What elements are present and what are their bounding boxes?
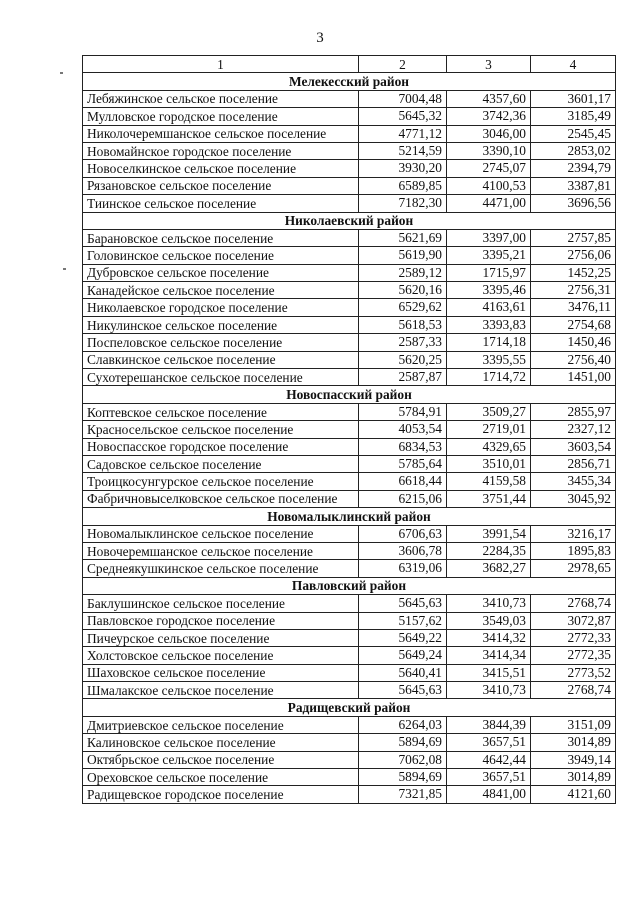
value-col-4-cell: 3696,56: [531, 195, 616, 212]
value-col-2-cell: 5157,62: [359, 612, 447, 629]
value-col-2-cell: 5620,25: [359, 351, 447, 368]
value-col-2-cell: 4771,12: [359, 125, 447, 142]
table-row: [83, 351, 616, 368]
value-col-2-cell: 6834,53: [359, 438, 447, 455]
value-col-2-cell: 7004,48: [359, 90, 447, 107]
table-row: [83, 160, 616, 177]
table-row: [83, 229, 616, 246]
value-col-4-cell: 3476,11: [531, 299, 616, 316]
settlement-name-cell: Шмалакское сельское поселение: [83, 682, 359, 699]
table-row: [83, 195, 616, 212]
value-col-3-cell: 2745,07: [447, 160, 531, 177]
value-col-4-cell: 3185,49: [531, 108, 616, 125]
settlement-name-cell: Николаевское городское поселение: [83, 299, 359, 316]
table-row: [83, 664, 616, 681]
settlement-name-cell: Холстовское сельское поселение: [83, 647, 359, 664]
value-col-4-cell: 2855,97: [531, 403, 616, 420]
column-header-3: 3: [447, 56, 531, 73]
header-row: [83, 56, 616, 73]
table-row: [83, 403, 616, 420]
settlement-name-cell: Новоспасское городское поселение: [83, 438, 359, 455]
value-col-3-cell: 1714,72: [447, 369, 531, 386]
table-row: [83, 264, 616, 281]
value-col-4-cell: 3014,89: [531, 734, 616, 751]
value-col-3-cell: 3844,39: [447, 716, 531, 733]
settlement-name-cell: Рязановское сельское поселение: [83, 177, 359, 194]
table-row: [83, 629, 616, 646]
settlement-name-cell: Ореховское сельское поселение: [83, 769, 359, 786]
value-col-4-cell: 2545,45: [531, 125, 616, 142]
value-col-2-cell: 5784,91: [359, 403, 447, 420]
value-col-4-cell: 3151,09: [531, 716, 616, 733]
value-col-2-cell: 7182,30: [359, 195, 447, 212]
table-row: [83, 542, 616, 559]
settlement-name-cell: Пичеурское сельское поселение: [83, 629, 359, 646]
value-col-4-cell: 3455,34: [531, 473, 616, 490]
value-col-2-cell: 5894,69: [359, 769, 447, 786]
value-col-3-cell: 1715,97: [447, 264, 531, 281]
value-col-3-cell: 4329,65: [447, 438, 531, 455]
value-col-4-cell: 2756,40: [531, 351, 616, 368]
value-col-4-cell: 2768,74: [531, 595, 616, 612]
value-col-3-cell: 4642,44: [447, 751, 531, 768]
settlement-name-cell: Баклушинское сельское поселение: [83, 595, 359, 612]
settlement-name-cell: Лебяжинское сельское поселение: [83, 90, 359, 107]
table-row: [83, 525, 616, 542]
district-title: Павловский район: [83, 577, 616, 594]
table-header: [83, 56, 616, 73]
value-col-3-cell: 3415,51: [447, 664, 531, 681]
value-col-3-cell: 4163,61: [447, 299, 531, 316]
district-header-row: [83, 386, 616, 403]
column-header-4: 4: [531, 56, 616, 73]
table-row: [83, 299, 616, 316]
allocation-table: [82, 55, 616, 804]
settlement-name-cell: Коптевское сельское поселение: [83, 403, 359, 420]
settlement-name-cell: Троицкосунгурское сельское поселение: [83, 473, 359, 490]
table-row: [83, 455, 616, 472]
value-col-3-cell: 3410,73: [447, 682, 531, 699]
settlement-name-cell: Новомайнское городское поселение: [83, 142, 359, 159]
value-col-3-cell: 3657,51: [447, 769, 531, 786]
value-col-2-cell: 2589,12: [359, 264, 447, 281]
table-row: [83, 595, 616, 612]
value-col-4-cell: 2327,12: [531, 421, 616, 438]
value-col-2-cell: 6215,06: [359, 490, 447, 507]
value-col-4-cell: 2768,74: [531, 682, 616, 699]
table-body: [83, 73, 616, 803]
table-row: [83, 247, 616, 264]
value-col-2-cell: 5620,16: [359, 282, 447, 299]
table-row: [83, 125, 616, 142]
value-col-3-cell: 3046,00: [447, 125, 531, 142]
table-row: [83, 682, 616, 699]
column-header-2: 2: [359, 56, 447, 73]
settlement-name-cell: Тиинское сельское поселение: [83, 195, 359, 212]
table-row: [83, 334, 616, 351]
value-col-2-cell: 6589,85: [359, 177, 447, 194]
value-col-4-cell: 2756,31: [531, 282, 616, 299]
settlement-name-cell: Николочеремшанское сельское поселение: [83, 125, 359, 142]
value-col-4-cell: 1451,00: [531, 369, 616, 386]
value-col-3-cell: 3397,00: [447, 229, 531, 246]
settlement-name-cell: Садовское сельское поселение: [83, 455, 359, 472]
settlement-name-cell: Дмитриевское сельское поселение: [83, 716, 359, 733]
value-col-4-cell: 2773,52: [531, 664, 616, 681]
value-col-3-cell: 3395,55: [447, 351, 531, 368]
value-col-2-cell: 6529,62: [359, 299, 447, 316]
page-number: 3: [316, 30, 324, 46]
scan-mark-left-mid: [63, 268, 66, 270]
table-row: [83, 108, 616, 125]
value-col-2-cell: 5785,64: [359, 455, 447, 472]
district-header-row: [83, 577, 616, 594]
value-col-4-cell: 2754,68: [531, 316, 616, 333]
value-col-3-cell: 3991,54: [447, 525, 531, 542]
table-row: [83, 369, 616, 386]
value-col-4-cell: 3216,17: [531, 525, 616, 542]
value-col-2-cell: 3606,78: [359, 542, 447, 559]
table-row: [83, 142, 616, 159]
value-col-3-cell: 4357,60: [447, 90, 531, 107]
value-col-2-cell: 5645,63: [359, 682, 447, 699]
value-col-2-cell: 6706,63: [359, 525, 447, 542]
district-title: Новоспасский район: [83, 386, 616, 403]
value-col-2-cell: 6319,06: [359, 560, 447, 577]
value-col-2-cell: 5894,69: [359, 734, 447, 751]
value-col-4-cell: 1895,83: [531, 542, 616, 559]
value-col-4-cell: 1452,25: [531, 264, 616, 281]
value-col-3-cell: 3395,21: [447, 247, 531, 264]
value-col-3-cell: 3751,44: [447, 490, 531, 507]
value-col-4-cell: 3603,54: [531, 438, 616, 455]
district-header-row: [83, 699, 616, 716]
settlement-name-cell: Сухотерешанское сельское поселение: [83, 369, 359, 386]
value-col-2-cell: 2587,33: [359, 334, 447, 351]
value-col-2-cell: 5618,53: [359, 316, 447, 333]
table-row: [83, 282, 616, 299]
settlement-name-cell: Красносельское сельское поселение: [83, 421, 359, 438]
settlement-name-cell: Калиновское сельское поселение: [83, 734, 359, 751]
settlement-name-cell: Никулинское сельское поселение: [83, 316, 359, 333]
value-col-2-cell: 4053,54: [359, 421, 447, 438]
value-col-2-cell: 2587,87: [359, 369, 447, 386]
settlement-name-cell: Головинское сельское поселение: [83, 247, 359, 264]
value-col-3-cell: 2284,35: [447, 542, 531, 559]
value-col-4-cell: 3072,87: [531, 612, 616, 629]
settlement-name-cell: Радищевское городское поселение: [83, 786, 359, 803]
value-col-4-cell: 2853,02: [531, 142, 616, 159]
value-col-2-cell: 3930,20: [359, 160, 447, 177]
value-col-3-cell: 3742,36: [447, 108, 531, 125]
table-row: [83, 473, 616, 490]
table-row: [83, 316, 616, 333]
settlement-name-cell: Шаховское сельское поселение: [83, 664, 359, 681]
district-title: Мелекесский район: [83, 73, 616, 90]
settlement-name-cell: Мулловское городское поселение: [83, 108, 359, 125]
value-col-3-cell: 3549,03: [447, 612, 531, 629]
value-col-4-cell: 2772,33: [531, 629, 616, 646]
value-col-2-cell: 5645,63: [359, 595, 447, 612]
value-col-3-cell: 4100,53: [447, 177, 531, 194]
table-row: [83, 560, 616, 577]
value-col-4-cell: 3014,89: [531, 769, 616, 786]
value-col-4-cell: 2756,06: [531, 247, 616, 264]
table-row: [83, 490, 616, 507]
value-col-4-cell: 2978,65: [531, 560, 616, 577]
value-col-4-cell: 3601,17: [531, 90, 616, 107]
value-col-3-cell: 3657,51: [447, 734, 531, 751]
value-col-3-cell: 3410,73: [447, 595, 531, 612]
settlement-name-cell: Славкинское сельское поселение: [83, 351, 359, 368]
district-title: Радищевский район: [83, 699, 616, 716]
settlement-name-cell: Барановское сельское поселение: [83, 229, 359, 246]
settlement-name-cell: Фабричновыселковское сельское поселение: [83, 490, 359, 507]
value-col-2-cell: 5621,69: [359, 229, 447, 246]
value-col-3-cell: 3682,27: [447, 560, 531, 577]
settlement-name-cell: Канадейское сельское поселение: [83, 282, 359, 299]
value-col-3-cell: 4471,00: [447, 195, 531, 212]
table-row: [83, 647, 616, 664]
value-col-2-cell: 6618,44: [359, 473, 447, 490]
table-row: [83, 769, 616, 786]
value-col-3-cell: 3414,32: [447, 629, 531, 646]
value-col-4-cell: 3387,81: [531, 177, 616, 194]
settlement-name-cell: Новомалыклинское сельское поселение: [83, 525, 359, 542]
settlement-name-cell: Дубровское сельское поселение: [83, 264, 359, 281]
table-row: [83, 90, 616, 107]
value-col-4-cell: 3045,92: [531, 490, 616, 507]
table-row: [83, 421, 616, 438]
value-col-2-cell: 6264,03: [359, 716, 447, 733]
settlement-name-cell: Октябрьское сельское поселение: [83, 751, 359, 768]
value-col-3-cell: 2719,01: [447, 421, 531, 438]
value-col-2-cell: 5649,24: [359, 647, 447, 664]
value-col-4-cell: 2394,79: [531, 160, 616, 177]
value-col-3-cell: 3390,10: [447, 142, 531, 159]
district-title: Николаевский район: [83, 212, 616, 229]
district-title: Новомалыклинский район: [83, 508, 616, 525]
settlement-name-cell: Поспеловское сельское поселение: [83, 334, 359, 351]
value-col-2-cell: 7062,08: [359, 751, 447, 768]
value-col-3-cell: 4841,00: [447, 786, 531, 803]
value-col-3-cell: 3509,27: [447, 403, 531, 420]
value-col-3-cell: 3414,34: [447, 647, 531, 664]
table-row: [83, 734, 616, 751]
value-col-4-cell: 4121,60: [531, 786, 616, 803]
value-col-3-cell: 4159,58: [447, 473, 531, 490]
value-col-4-cell: 2856,71: [531, 455, 616, 472]
table-row: [83, 751, 616, 768]
settlement-name-cell: Новоселкинское сельское поселение: [83, 160, 359, 177]
settlement-name-cell: Павловское городское поселение: [83, 612, 359, 629]
value-col-2-cell: 5649,22: [359, 629, 447, 646]
value-col-2-cell: 5645,32: [359, 108, 447, 125]
table-row: [83, 177, 616, 194]
value-col-2-cell: 5640,41: [359, 664, 447, 681]
value-col-3-cell: 1714,18: [447, 334, 531, 351]
value-col-2-cell: 5619,90: [359, 247, 447, 264]
scan-mark-left-top: [60, 72, 63, 74]
table-row: [83, 612, 616, 629]
table-row: [83, 786, 616, 803]
column-header-1: 1: [83, 56, 359, 73]
value-col-3-cell: 3395,46: [447, 282, 531, 299]
table-row: [83, 438, 616, 455]
district-header-row: [83, 73, 616, 90]
value-col-4-cell: 2757,85: [531, 229, 616, 246]
table-row: [83, 716, 616, 733]
value-col-2-cell: 5214,59: [359, 142, 447, 159]
settlement-name-cell: Среднеякушкинское сельское поселение: [83, 560, 359, 577]
value-col-3-cell: 3393,83: [447, 316, 531, 333]
district-header-row: [83, 508, 616, 525]
district-header-row: [83, 212, 616, 229]
value-col-4-cell: 2772,35: [531, 647, 616, 664]
value-col-3-cell: 3510,01: [447, 455, 531, 472]
value-col-2-cell: 7321,85: [359, 786, 447, 803]
value-col-4-cell: 1450,46: [531, 334, 616, 351]
value-col-4-cell: 3949,14: [531, 751, 616, 768]
settlement-name-cell: Новочеремшанское сельское поселение: [83, 542, 359, 559]
